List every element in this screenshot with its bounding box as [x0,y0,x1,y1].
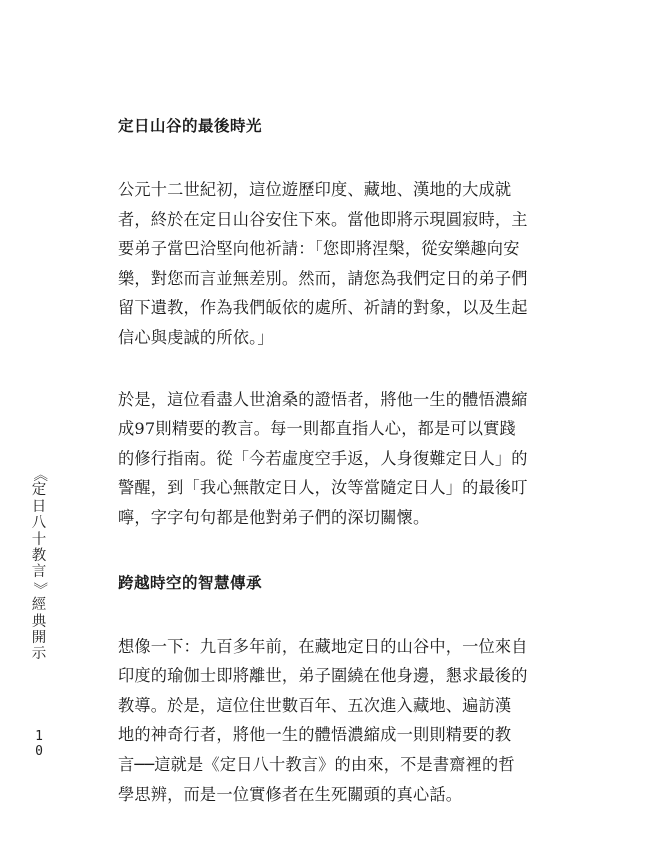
running-title-char: 十 [31,531,47,548]
running-title-char: 日 [31,498,47,515]
section-heading-final-time: 定日山谷的最後時光 [118,116,263,135]
text-line: 教導。於是，這位住世數百年、五次進入藏地、遍訪漢 [118,695,512,715]
running-title-char: 八 [31,515,47,532]
text-line: 成97則精要的教言。每一則都直指人心，都是可以實踐 [118,419,516,439]
text-line: 言──這就是《定日八十教言》的由來，不是書齋裡的哲 [118,754,515,774]
paragraph-imagine [118,632,550,810]
text-line: 印度的瑜伽士即將離世，弟子圍繞在他身邊，懇求最後的 [118,666,528,686]
page-number-digit: 0 [35,744,43,759]
main-content [118,114,550,809]
text-line: 者，終於在定日山谷安住下來。當他即將示現圓寂時，主 [118,209,528,229]
text-line: 留下遺教，作為我們皈依的處所、祈請的對象，以及生起 [118,298,528,318]
running-title-char: 言 [31,564,47,581]
running-title-char: 典 [31,613,47,630]
text-line: 想像一下：九百多年前，在藏地定日的山谷中，一位來自 [118,636,528,656]
running-title [28,466,50,663]
text-line: 學思辨，而是一位實修者在生死關頭的真心話。 [118,784,463,804]
running-title-char: 《 [31,466,48,482]
text-line: 要弟子當巴洽堅向他祈請：「您即將涅槃，從安樂趣向安 [118,239,520,259]
text-line: 公元十二世紀初，這位遊歷印度、藏地、漢地的大成就 [118,180,512,199]
text-line: 警醒，到「我心無散定日人，汝等當隨定日人」的最後叮 [118,478,528,498]
text-line: 地的神奇行者，將他一生的體悟濃縮成一則則精要的教 [118,725,512,745]
text-line: 信心與虔誠的所依。」 [118,327,274,347]
paragraph-teachings [118,385,550,533]
running-title-char: 經 [31,597,47,614]
running-title-char: 開 [31,630,47,647]
running-title-char: 教 [31,548,47,565]
text-line: 於是，這位看盡人世滄桑的證悟者，將他一生的體悟濃縮 [118,389,528,409]
text-line: 樂，對您而言並無差別。然而，請您為我們定日的弟子們 [118,268,528,288]
text-line: 的修行指南。從「今若虛度空手返，人身復難定日人」的 [118,448,528,468]
text-line: 嚀，字字句句都是他對弟子們的深切關懷。 [118,507,430,527]
page-number-digit: 1 [35,729,43,744]
running-title-char: 定 [31,482,47,499]
running-title-char: 》 [31,581,48,597]
section-heading-wisdom-lineage: 跨越時空的智慧傳承 [118,572,263,592]
page-number [28,729,50,759]
paragraph-origin [118,175,550,353]
running-title-char: 示 [31,646,47,663]
